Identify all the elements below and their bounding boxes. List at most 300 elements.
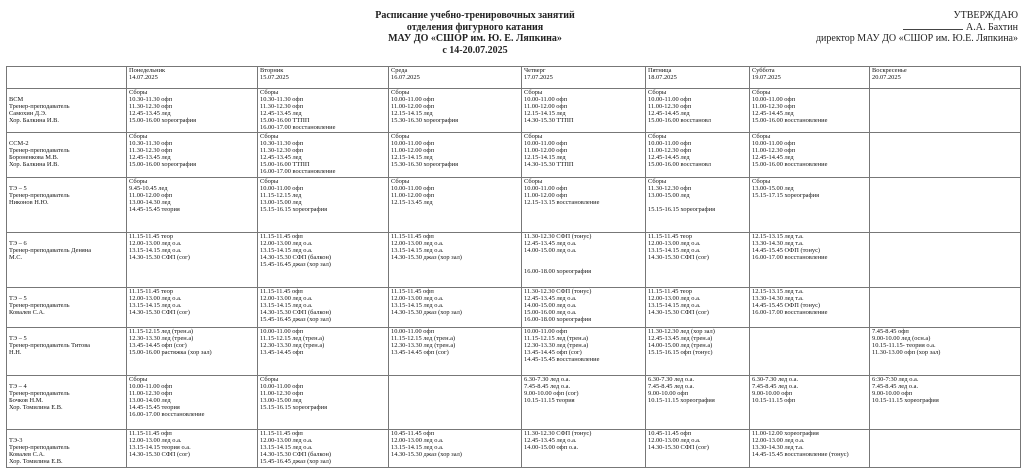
group-line: ССМ-2 <box>9 140 29 148</box>
session-line: 12.30-13.30 лед (трен.а) <box>391 342 456 350</box>
session-line: 12.45-13.45 лед о.а. <box>524 437 577 445</box>
session-line: 12.00-13.00 лед о.а. <box>752 437 805 445</box>
session-line: 15.15-17.15 хореография <box>752 192 820 200</box>
session-line: 14.30-15.30 ТТПП <box>524 116 574 124</box>
session-line: 12.15-13.15 восстановление <box>524 199 600 207</box>
session-line: 12.45-13.45 лед (трен.а) <box>648 335 713 343</box>
session-line: 12.45-13.45 лед <box>260 154 302 162</box>
session-line: 14.00-15.00 офп о.а. <box>524 444 579 452</box>
schedule-cell <box>258 288 389 328</box>
session-line: 13.00-15.00 лед <box>648 192 690 200</box>
session-line: 12.45-13.45 лед о.а. <box>524 240 577 248</box>
group-header-cell <box>7 67 127 89</box>
session-line: 11.00-12.00 офп <box>391 192 435 200</box>
session-line: 12.45-13.45 лед <box>260 109 302 117</box>
day-date: 20.07.2025 <box>872 73 901 81</box>
schedule-cell <box>522 376 646 430</box>
day-name: Воскресенье <box>872 67 907 74</box>
session-line: 14.30-15.30 джаз (хор зал) <box>391 254 462 262</box>
day-name: Вторник <box>260 67 284 74</box>
schedule-cell <box>522 178 646 233</box>
day-header-row <box>7 67 1021 89</box>
session-line: 11.30-12.30 офп <box>129 147 173 155</box>
schedule-cell <box>127 178 258 233</box>
session-line: Сборы <box>752 178 771 186</box>
session-line: Сборы <box>129 133 148 141</box>
session-line: 12.00-13.00 лед о.а. <box>391 295 444 303</box>
group-line: Тренер-преподаватель Титова <box>9 342 91 350</box>
session-line: 10.00-11.00 офп <box>260 383 304 391</box>
group-line: ТЭ – 5 <box>9 335 27 343</box>
schedule-cell <box>522 233 646 288</box>
session-line: 12.15-14.15 лед <box>524 109 566 117</box>
session-line: 10.00-11.00 офп <box>391 185 435 193</box>
session-line: 11.15-11.45 теор <box>129 233 174 241</box>
group-cell <box>7 430 127 468</box>
schedule-cell <box>646 133 750 178</box>
schedule-row <box>7 328 1021 376</box>
session-line: 14.30-15.30 СФП (сог) <box>129 309 190 317</box>
group-line: Ковалев С.А. <box>9 451 45 459</box>
group-line: Тренер-преподаватель <box>9 147 70 155</box>
approve-label: УТВЕРЖДАЮ <box>953 10 1018 21</box>
group-line: Самохин Д.Э. <box>9 109 47 117</box>
session-line: 6.30-7.30 лед о.а. <box>524 376 571 384</box>
session-line: 10.00-11.00 офп <box>648 140 692 148</box>
schedule-cell <box>522 430 646 468</box>
session-line: 11.15-11.45 офп <box>129 430 172 438</box>
session-line: 11.00-12.00 офп <box>524 192 568 200</box>
session-line: 12.45-14.45 лед <box>752 154 794 162</box>
schedule-cell <box>750 328 870 376</box>
group-line: Н.Н. <box>9 349 22 357</box>
session-line: 11.00-12.00 офп <box>129 192 173 200</box>
session-line: 15.00-16.00 растяжка (хор зал) <box>129 349 212 357</box>
session-line: Сборы <box>260 178 279 186</box>
group-line: Хор. Томилина Е.В. <box>9 458 63 466</box>
session-line: 15.45-16.45 джаз (хор зал) <box>260 316 331 324</box>
session-line: 16.00-17.00 восстановление <box>129 410 205 418</box>
day-name: Пятница <box>648 67 672 74</box>
session-line: 11.15-12.15 лед <box>260 192 302 200</box>
session-line: 12.15-14.15 лед <box>391 109 433 117</box>
session-line: 10.45-11.45 офп <box>391 430 435 438</box>
session-line: 12.00-13.00 лед о.а. <box>129 240 182 248</box>
title-line-4: с 14-20.07.2025 <box>442 44 508 56</box>
session-line: 14.30-15.30 СФП (сог) <box>129 451 190 459</box>
session-line: 15.45-16.45 джаз (хор зал) <box>260 458 331 466</box>
session-line: 14.30-15.30 СФП (балкон) <box>260 254 331 262</box>
session-line: 12.00-13.00 лед о.а. <box>648 437 701 445</box>
signature-line <box>903 29 963 30</box>
session-line: 13.15-14.15 лед о.а. <box>260 247 313 255</box>
schedule-cell <box>646 288 750 328</box>
schedule-cell <box>258 89 389 133</box>
session-line: 11.00-12.30 офп <box>129 390 173 398</box>
session-line: 14.30-15.30 СФП (балкон) <box>260 309 331 317</box>
session-line: 10.15-11.15 хореография <box>648 397 715 405</box>
session-line: 12.00-13.00 лед о.а. <box>260 295 313 303</box>
session-line: 11.15-11.45 офп <box>391 288 434 296</box>
session-line: 15.00-16.00 хореография <box>129 116 197 124</box>
session-line: 11.15-12.15 лед (трен.а) <box>524 335 589 343</box>
session-line: Сборы <box>129 376 148 384</box>
session-line: 12.00-13.00 лед о.а. <box>129 295 182 303</box>
day-name: Четверг <box>524 67 546 74</box>
schedule-title <box>330 10 620 56</box>
session-line: 11.30-12.30 офп <box>129 102 173 110</box>
group-line: ТЭ-3 <box>9 437 23 445</box>
session-line: 13.00-15.00 лед <box>260 397 302 405</box>
group-cell <box>7 233 127 288</box>
schedule-cell <box>870 328 1021 376</box>
schedule-cell <box>646 430 750 468</box>
title-line-1: Расписание учебно-тренировочных занятий <box>375 10 575 21</box>
schedule-cell <box>389 178 522 233</box>
session-line: 15.45-16.45 джаз (хор зал) <box>260 261 331 269</box>
schedule-cell <box>389 233 522 288</box>
session-line: Сборы <box>752 89 771 96</box>
day-date: 17.07.2025 <box>524 73 553 81</box>
group-cell <box>7 89 127 133</box>
session-line: 14.30-15.30 СФП (сог) <box>648 444 709 452</box>
session-line: Сборы <box>260 376 279 384</box>
session-line: 12.30-13.30 лед (трен.а) <box>260 342 325 350</box>
title-line-2: отделения фигурного катания <box>406 21 544 33</box>
session-line: 7.45-8.45 лед о.а. <box>524 383 571 391</box>
session-line: 11.00-12.30 офп <box>260 390 304 398</box>
session-line: 10.00-11.00 офп <box>524 328 568 336</box>
session-line: 11.30-12.30 офп <box>648 185 692 193</box>
session-line: 11.30-12.30 СФП (тонус) <box>524 288 592 296</box>
schedule-cell <box>646 376 750 430</box>
session-line: 13.45-14.45 офп (сог) <box>129 342 187 350</box>
session-line: 9.00-10.00 офп <box>872 390 913 398</box>
session-line: 10.15-11.15 офп <box>752 397 796 405</box>
schedule-cell <box>127 89 258 133</box>
session-line: 14.30-15.30 СФП (сог) <box>648 254 709 262</box>
group-cell <box>7 178 127 233</box>
schedule-cell <box>870 178 1021 233</box>
day-header-cell <box>646 67 750 89</box>
session-line: 7.45-8.45 лед о.а. <box>648 383 695 391</box>
schedule-cell <box>127 430 258 468</box>
schedule-cell <box>522 328 646 376</box>
approver-position: директор МАУ ДО «СШОР им. Ю.Е. Ляпкина» <box>815 33 1018 44</box>
session-line: 7.45-8.45 лед о.а. <box>872 383 919 391</box>
schedule-cell <box>870 89 1021 133</box>
session-line: Сборы <box>129 89 148 96</box>
session-line: 13.00-14.00 лед <box>129 397 171 405</box>
session-line: 9.00-10.00 лед (осн.а) <box>872 335 931 343</box>
session-line: Сборы <box>129 178 148 186</box>
session-line: 11.15-11.45 теор <box>648 288 693 296</box>
schedule-cell <box>127 133 258 178</box>
session-line: 13.30-14.30 лед т.а. <box>752 295 804 303</box>
schedule-cell <box>258 233 389 288</box>
session-line: 13.15-14.15 лед о.а. <box>260 444 313 452</box>
schedule-cell <box>870 430 1021 468</box>
session-line: 10.00-11.00 офп <box>260 328 304 336</box>
schedule-cell <box>258 328 389 376</box>
group-line: ТЭ – 5 <box>9 185 27 193</box>
session-line: 11.15-11.45 теор <box>648 233 693 241</box>
session-line: 12.00-13.00 лед о.а. <box>260 240 313 248</box>
session-line: 12.15-13.15 лед т.а. <box>752 288 804 296</box>
schedule-cell <box>389 328 522 376</box>
session-line: 11.00-12.00 офп <box>391 102 435 110</box>
session-line: 11.00-12.30 офп <box>752 102 796 110</box>
session-line: 12.30-13.30 лед (трен.а) <box>524 342 589 350</box>
schedule-cell <box>258 430 389 468</box>
session-line: 6:30-7:30 лед о.а. <box>872 376 919 384</box>
schedule-cell <box>750 89 870 133</box>
group-line: Тренер-преподаватель <box>9 192 70 200</box>
session-line: 10.00-11.00 офп <box>524 95 568 103</box>
day-name: Среда <box>391 67 408 74</box>
schedule-row <box>7 89 1021 133</box>
session-line: Сборы <box>391 89 410 96</box>
session-line: 14.30-15.30 СФП (сог) <box>648 309 709 317</box>
group-line: Хор. Балкина И.В. <box>9 161 60 169</box>
session-line: 9.45-10.45 лед <box>129 185 168 193</box>
session-line: 11.00-12.30 офп <box>648 102 692 110</box>
session-line: 14.45-15.45 теория <box>129 206 180 214</box>
session-line: 14.45-15.45 теория <box>129 404 180 412</box>
session-line: 11.30-12.30 офп <box>260 147 304 155</box>
session-line: 11.00-12.30 офп <box>752 147 796 155</box>
session-line: 15.15-16.15 хореография <box>260 206 328 214</box>
session-line: 11.00-12.00 офп <box>391 147 435 155</box>
session-line: 13.15-14.15 лед о.а. <box>648 247 701 255</box>
session-line: 6.30-7.30 лед о.а. <box>752 376 799 384</box>
day-header-cell <box>750 67 870 89</box>
session-line: 10.00-11.00 офп <box>260 185 304 193</box>
session-line: 13.45-14.45 офп (сог) <box>391 349 449 357</box>
approver-name: А.А. Бахтин <box>966 21 1018 33</box>
session-line: 10.30-11.30 офп <box>129 95 173 103</box>
schedule-cell <box>646 178 750 233</box>
session-line: 12.15-13.15 лед т.а. <box>752 233 804 241</box>
session-line: 11.15-12.15 лед (трен.а) <box>391 335 456 343</box>
group-spacer <box>9 90 124 97</box>
schedule-cell <box>870 233 1021 288</box>
title-line-3: МАУ ДО «СШОР им. Ю. Е. Ляпкина» <box>388 33 562 44</box>
group-line: М.С. <box>9 254 23 262</box>
session-line: 16.00-17.00 восстановление <box>260 167 336 175</box>
session-line: 12.45-14.45 лед <box>752 109 794 117</box>
schedule-cell <box>750 233 870 288</box>
session-line: 10.30-11.30 офп <box>129 140 173 148</box>
session-line: Сборы <box>524 133 543 141</box>
day-header-cell <box>870 67 1021 89</box>
session-line: Сборы <box>260 89 279 96</box>
session-line: 13.15-14.15 лед о.а. <box>129 302 182 310</box>
schedule-cell <box>258 178 389 233</box>
session-line: 15.30-16.30 хореография <box>391 116 459 124</box>
schedule-cell <box>646 233 750 288</box>
schedule-cell <box>750 133 870 178</box>
session-line: 10.00-11.00 офп <box>391 140 435 148</box>
day-date: 14.07.2025 <box>129 73 158 81</box>
session-line: 16.00-18.00 хореография <box>524 267 592 275</box>
session-line: 10.15-11.15 хореография <box>872 397 939 405</box>
group-line: Тренер-преподаватель <box>9 444 70 452</box>
session-line: 11.30-13.00 офп (хор зал) <box>872 349 941 357</box>
schedule-cell <box>127 288 258 328</box>
session-line: 11.30-12.30 лед (хор зал) <box>648 328 715 336</box>
session-line: 11.15-11.45 офп <box>260 288 303 296</box>
session-line: 9.00-10.00 офп (сог) <box>524 390 579 398</box>
session-line: 11.15-11.45 теор <box>129 288 174 296</box>
session-line: 12.45-13.45 лед о.а. <box>524 295 577 303</box>
session-line: 13.15-14.15 лед о.а. <box>260 302 313 310</box>
schedule-cell <box>750 288 870 328</box>
session-line: 14.45-15.45 ОФП (тонус) <box>752 247 821 255</box>
session-line: 10.00-11.00 офп <box>391 95 435 103</box>
session-line: Сборы <box>391 178 410 186</box>
schedule-row <box>7 288 1021 328</box>
group-cell <box>7 376 127 430</box>
session-line: 6.30-7.30 лед о.а. <box>648 376 695 384</box>
group-spacer <box>9 431 124 438</box>
group-line: Хор. Балкина И.В. <box>9 116 60 124</box>
day-header-cell <box>127 67 258 89</box>
session-line: 12.30-13.30 лед (трен.а) <box>129 335 194 343</box>
session-line: 11.30-12.30 СФП (тонус) <box>524 233 592 241</box>
session-line: 16.00-17.00 восстановление <box>752 309 828 317</box>
group-line: Бороненкова М.В. <box>9 154 59 162</box>
session-line: 12.00-13.00 лед о.а. <box>391 240 444 248</box>
schedule-cell <box>389 288 522 328</box>
session-line: 14.30-15.30 СФП (сог) <box>129 254 190 262</box>
session-line: 12.00-13.00 лед о.а. <box>648 240 701 248</box>
session-line: 14.00-15.00 лед (трен.а) <box>648 342 713 350</box>
schedule-cell <box>646 89 750 133</box>
session-line: 12.45-13.45 лед <box>129 109 171 117</box>
group-line: Тренер-преподаватель Деняна <box>9 247 92 255</box>
schedule-table <box>6 66 1021 468</box>
session-line: 15.00-16.00 восстановление <box>752 161 828 169</box>
session-line: 15.15-16.15 офп (тонус) <box>648 349 713 357</box>
schedule-cell <box>522 89 646 133</box>
session-line: 13.00-15.00 лед <box>260 199 302 207</box>
group-line: Никонов Н.Ю. <box>9 199 49 207</box>
group-line: Хор. Томилина Е.В. <box>9 404 63 412</box>
session-line: 14.30-15.30 СФП (балкон) <box>260 451 331 459</box>
session-line: 15.00-16.00 восстановление <box>752 116 828 124</box>
group-line: ТЭ – 5 <box>9 295 27 303</box>
session-line: 16.00-17.00 восстановление <box>260 123 336 131</box>
session-line: 13.15-14.15 лед о.а. <box>391 247 444 255</box>
group-line: ТЭ – 4 <box>9 383 27 391</box>
session-line: 13.15-14.15 лед о.а. <box>391 444 444 452</box>
group-line: ТЭ – 6 <box>9 240 27 248</box>
session-line: 11.15-12.15 лед (трен.а) <box>260 335 325 343</box>
session-line: 10.15-11.15 теория <box>524 397 575 405</box>
schedule-cell <box>750 430 870 468</box>
session-line: 10.30-11.30 офп <box>260 140 304 148</box>
session-line: Сборы <box>391 133 410 141</box>
session-line: 11.15-11.45 офп <box>391 233 434 241</box>
schedule-cell <box>127 376 258 430</box>
schedule-cell <box>389 133 522 178</box>
session-line: 12.45-14.45 лед <box>648 154 690 162</box>
schedule-cell <box>258 376 389 430</box>
session-line: 12.15-14.15 лед <box>524 154 566 162</box>
session-line: 10.00-11.00 офп <box>648 95 692 103</box>
group-line: Бочков Н.М. <box>9 397 43 405</box>
session-line: 11.00-12.00 офп <box>524 102 568 110</box>
session-line: 11.00-12.00 хореография <box>752 430 819 438</box>
session-line: 13.45-14.45 офп (сог) <box>524 349 582 357</box>
day-name: Суббота <box>752 67 775 74</box>
session-line: 11.15-11.45 офп <box>260 430 303 438</box>
group-line: ВСМ <box>9 95 24 103</box>
session-line: 10.00-11.00 офп <box>752 140 796 148</box>
session-line: 11.15-12.15 лед (трен.а) <box>129 328 194 336</box>
schedule-row <box>7 133 1021 178</box>
schedule-cell <box>127 233 258 288</box>
session-line: 11.30-12.30 СФП (тонус) <box>524 430 592 438</box>
session-line: 13.00-14.30 лед <box>129 199 171 207</box>
session-line: 15.00-16.00 ТТПП <box>260 116 310 124</box>
session-line: 13.15-14.15 теория о.а. <box>129 444 191 452</box>
schedule-cell <box>127 328 258 376</box>
session-line: 15.00-16.00 ТТПП <box>260 161 310 169</box>
approval-block <box>758 10 1018 45</box>
session-line: 14.45-15.45 ОФП (тонус) <box>752 302 821 310</box>
session-line: 11.00-12.00 офп <box>524 147 568 155</box>
day-date: 18.07.2025 <box>648 73 677 81</box>
session-line: 12.15-13.45 лед <box>391 199 433 207</box>
session-line: 16.00-17.00 восстановление <box>752 254 828 262</box>
session-line: 9.00-10.00 офп <box>752 390 793 398</box>
session-line: Сборы <box>524 178 543 186</box>
session-line: 9.00-10.00 офп <box>648 390 689 398</box>
group-line: Тренер-преподаватель <box>9 102 70 110</box>
session-line: 10.00-11.00 офп <box>129 383 173 391</box>
session-line <box>524 255 643 262</box>
session-line: 10.00-11.00 офп <box>391 328 435 336</box>
group-line: Тренер-преподаватель <box>9 390 70 398</box>
session-line: 15.00-16.00 лед о.а. <box>524 309 577 317</box>
session-line: 14.45-15.45 восстановление (тонус) <box>752 451 849 459</box>
schedule-cell <box>389 89 522 133</box>
day-date: 19.07.2025 <box>752 73 781 81</box>
schedule-row <box>7 430 1021 468</box>
schedule-cell <box>750 178 870 233</box>
session-line: 7.45-8.45 офп <box>872 328 909 336</box>
session-line: 10.00-11.00 офп <box>524 140 568 148</box>
session-line: 13.30-14.30 лед т.а. <box>752 444 804 452</box>
schedule-cell <box>522 288 646 328</box>
day-date: 15.07.2025 <box>260 73 289 81</box>
session-line: 15.30-16.30 хореография <box>391 161 459 169</box>
session-line: 12.45-14.45 лед <box>648 109 690 117</box>
session-line: 10.45-11.45 офп <box>648 430 692 438</box>
schedule-cell <box>750 376 870 430</box>
day-name: Понедельник <box>129 67 166 74</box>
session-line: 12.45-13.45 лед <box>129 154 171 162</box>
session-line: 13.00-15.00 лед <box>752 185 794 193</box>
session-line: 14.00-15.00 лед о.а. <box>524 247 577 255</box>
group-line: Тренер-преподаватель <box>9 302 70 310</box>
session-line: 12.15-14.15 лед <box>391 154 433 162</box>
session-line: 16.00-18.00 хореография <box>524 316 592 324</box>
session-line: 14.30-15.30 джаз (хор зал) <box>391 309 462 317</box>
session-line: 7.45-8.45 лед о.а. <box>752 383 799 391</box>
